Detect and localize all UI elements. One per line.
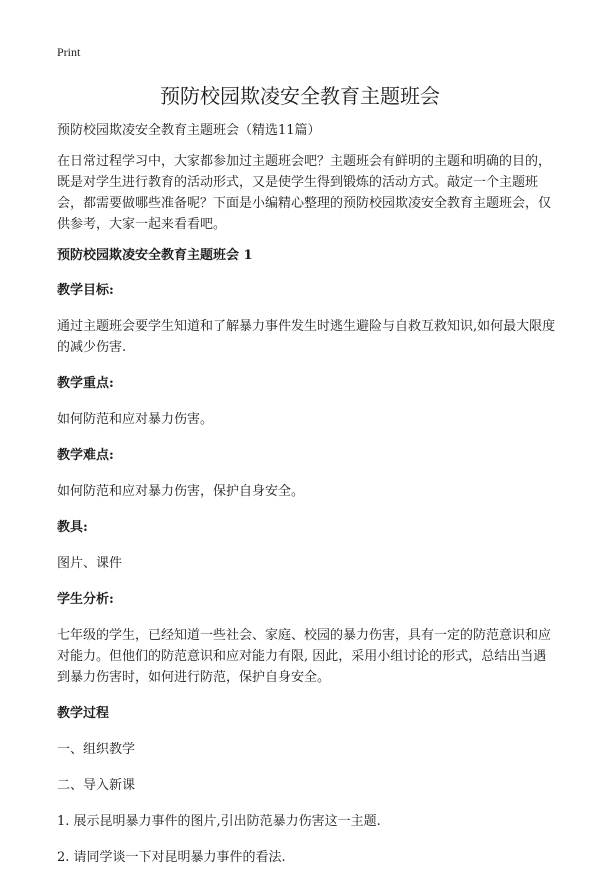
process-step: 二、导入新课 — [57, 778, 136, 793]
section-heading-key-points: 教学重点: — [57, 376, 114, 391]
intro-paragraph: 在日常过程学习中，大家都参加过主题班会吧？主题班会有鲜明的主题和明确的目的，既是对学生进行教育的活动形式，又是使学生得到锻炼的活动方式。敲定一个主题班会，都需要做哪些准备呢？下面是小编精心整理的预防校园欺凌安全教育主题班会，仅供参考，大家一起来看看吧。 — [57, 154, 552, 232]
section-heading-difficulties: 教学难点: — [57, 448, 114, 463]
key-points-text: 如何防范和应对暴力伤害。 — [57, 412, 214, 427]
document-subtitle: 预防校园欺凌安全教育主题班会（精选11篇） — [57, 123, 321, 138]
difficulties-text: 如何防范和应对暴力伤害，保护自身安全。 — [57, 484, 305, 499]
section-heading-student-analysis: 学生分析: — [57, 592, 114, 607]
materials-text: 图片、课件 — [57, 556, 123, 571]
section-heading-process: 教学过程 — [57, 706, 110, 721]
page-title: 预防校园欺凌安全教育主题班会 — [160, 84, 440, 108]
section-title: 预防校园欺凌安全教育主题班会 1 — [57, 248, 253, 263]
process-step: 1. 展示昆明暴力事件的图片,引出防范暴力伤害这一主题. — [57, 814, 381, 829]
student-analysis-text: 七年级的学生，已经知道一些社会、家庭、校园的暴力伤害，具有一定的防范意识和应对能力。但他们的防范意识和应对能力有限, 因此，采用小组讨论的形式，总结出当遇到暴力伤害时，如何进行防范，保护自身安全。 — [57, 628, 552, 685]
document-body — [57, 120, 557, 883]
section-heading-materials: 教具: — [57, 520, 88, 535]
section-heading-goals: 教学目标: — [57, 283, 114, 298]
process-step: 2. 请同学谈一下对昆明暴力事件的看法. — [57, 850, 286, 865]
print-link[interactable]: Print — [57, 45, 81, 59]
process-step: 一、组织教学 — [57, 742, 136, 757]
goals-text: 通过主题班会要学生知道和了解暴力事件发生时逃生避险与自救互救知识,如何最大限度的减少伤害. — [57, 319, 556, 355]
